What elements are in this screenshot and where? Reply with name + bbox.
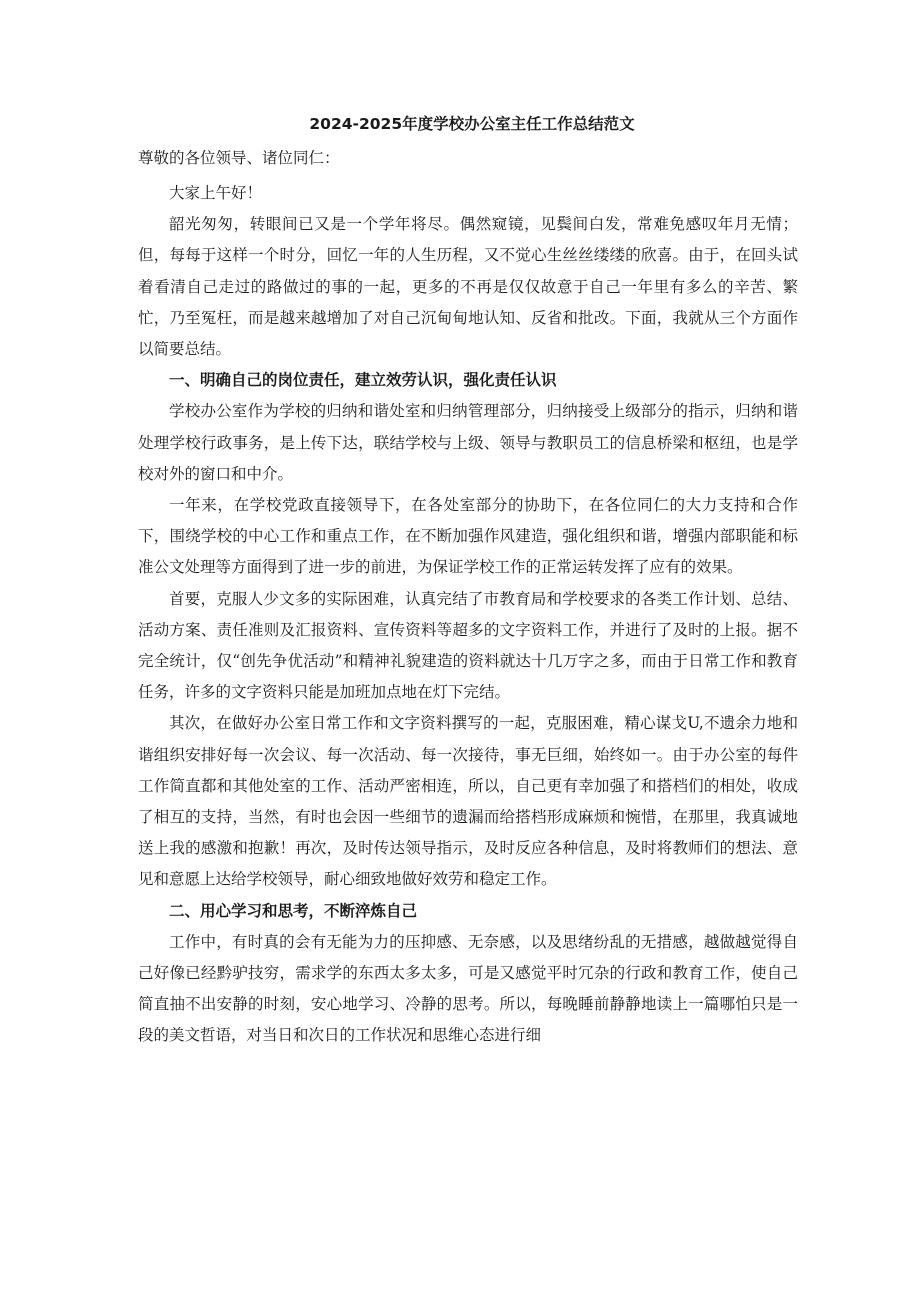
- section2-paragraph: 工作中，有时真的会有无能为力的压抑感、无奈感，以及思绪纷乱的无措感，越做越觉得自己好像已经黔驴技穷，需求学的东西太多太多，可是又感觉平时冗杂的行政和教育工作，使自己简直抽不出安静的时刻，安心地学习、冷静的思考。所以，每晚睡前静静地读上一篇哪怕只是一段的美文哲语，对当日和次日的工作状况和思维心态进行细: [138, 932, 798, 1045]
- section1-paragraph: 首要，克服人少文多的实际困难，认真完结了市教育局和学校要求的各类工作计划、总结、活动方案、责任准则及汇报资料、宣传资料等超多的文字资料工作，并进行了及时的上报。据不完全统计，仅“创先争优活动”和精神礼貌建造的资料就达十几万字之多，而由于日常工作和教育任务，许多的文字资料只能是加班加点地在灯下完结。: [138, 589, 798, 702]
- intro-paragraph: 韶光匆匆，转眼间已又是一个学年将尽。偶然窥镜，见鬓间白发，常难免感叹年月无情；但，每每于这样一个时分，回忆一年的人生历程，又不觉心生丝丝缕缕的欣喜。由于，在回头试着看清自己走过的路做过的事的一起，更多的不再是仅仅故意于自己一年里有多么的辛苦、繁忙，乃至冤枉，而是越来越增加了对自己沉甸甸地认知、反省和批改。下面，我就从三个方面作以简要总结。: [138, 215, 798, 359]
- salutation: 尊敬的各位领导、诸位同仁：: [138, 149, 340, 167]
- document-title: 2024-2025年度学校办公室主任工作总结范文: [309, 115, 635, 133]
- greeting: 大家上午好！: [169, 184, 263, 202]
- section1-paragraph: 其次，在做好办公室日常工作和文字资料撰写的一起，克服困难，精心谋戈U,不遗余力地和谐组织安排好每一次会议、每一次活动、每一次接待，事无巨细，始终如一。由于办公室的每件工作简直都和其他处室的工作、活动严密相连，所以，自己更有幸加强了和搭档们的相处，收成了相互的支持，当然，有时也会因一些细节的遗漏而给搭档形成麻烦和惋惜，在那里，我真诚地送上我的感激和抱歉！再次，及时传达领导指示，及时反应各种信息，及时将教师们的想法、意见和意愿上达给学校领导，耐心细致地做好效劳和稳定工作。: [138, 714, 798, 889]
- section-heading-2: 二、用心学习和思考，不断淬炼自己: [169, 901, 418, 920]
- section1-paragraph: 学校办公室作为学校的归纳和谐处室和归纳管理部分，归纳接受上级部分的指示，归纳和谐处理学校行政事务，是上传下达，联结学校与上级、领导与教职员工的信息桥梁和枢纽，也是学校对外的窗口和中介。: [138, 402, 798, 483]
- section1-paragraph: 一年来，在学校党政直接领导下，在各处室部分的协助下，在各位同仁的大力支持和合作下，围绕学校的中心工作和重点工作，在不断加强作风建造，强化组织和谐，增强内部职能和标准公文处理等方面得到了进一步的前进，为保证学校工作的正常运转发挥了应有的效果。: [138, 496, 798, 577]
- section-heading-1: 一、明确自己的岗位责任，建立效劳认识，强化责任认识: [169, 371, 557, 390]
